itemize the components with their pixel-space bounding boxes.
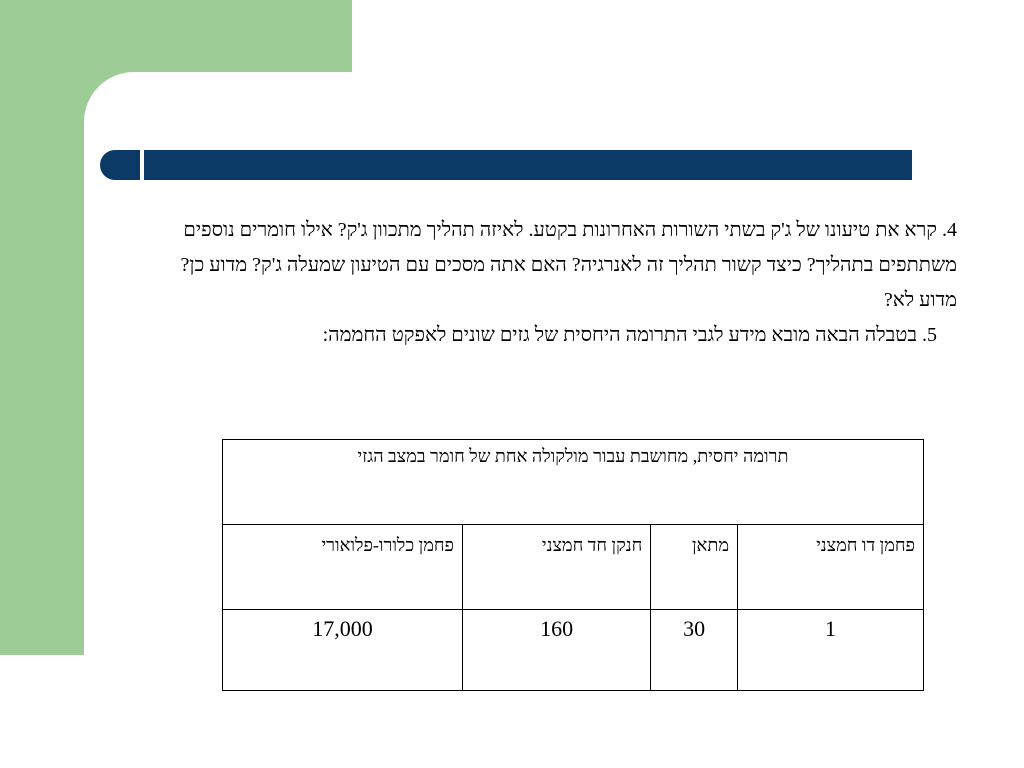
value-methane: 30: [651, 610, 738, 691]
greenhouse-contribution-table: [222, 439, 924, 691]
decorative-corner: [84, 72, 134, 122]
slide-body: [145, 213, 957, 353]
title-bar: [100, 150, 912, 180]
decorative-side-band: [0, 72, 84, 655]
table-values-row: [223, 610, 924, 691]
value-nitrous-oxide: 160: [462, 610, 650, 691]
header-methane: מתאן: [651, 525, 738, 610]
table-header-row: [223, 525, 924, 610]
decorative-top-band: [0, 0, 352, 72]
question-4: 4. קרא את טיעונו של ג'ק בשתי השורות האחרונות בקטע. לאיזה תהליך מתכוון ג'ק? אילו חומרים נוספים משתתפים בתהליך? כיצד קשור תהליך זה לאנרגיה? האם אתה מסכים עם הטיעון שמעלה ג'ק? מדוע כן? מדוע לא?: [180, 219, 957, 311]
header-cfc: פחמן כלורו-פלואורי: [223, 525, 463, 610]
value-cfc: 17,000: [223, 610, 463, 691]
question-5: 5. בטבלה הבאה מובא מידע לגבי התרומה היחסית של גזים שונים לאפקט החממה:: [322, 324, 937, 346]
table-caption: תרומה יחסית, מחושבת עבור מולקולה אחת של חומר במצב הגזי: [223, 440, 924, 525]
header-nitrous-oxide: חנקן חד חמצני: [462, 525, 650, 610]
header-carbon-dioxide: פחמן דו חמצני: [738, 525, 924, 610]
value-carbon-dioxide: 1: [738, 610, 924, 691]
